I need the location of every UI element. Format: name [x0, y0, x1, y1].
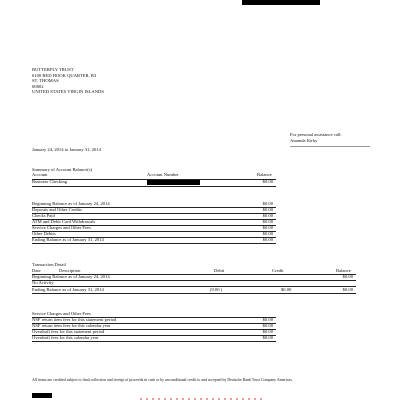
activity-value: $0.00 [262, 201, 273, 206]
tx-col-credit: Credit [272, 267, 284, 273]
summary-bottom-rule [32, 186, 276, 187]
fees-value: $0.00 [262, 335, 273, 340]
tx-col-balance: Balance [336, 267, 351, 273]
summary-col-account: Account [32, 172, 48, 177]
fees-value: $0.00 [262, 329, 273, 334]
activity-value: $0.00 [262, 231, 273, 236]
activity-value: $0.00 [262, 219, 273, 224]
tx-col-description: Description [59, 267, 81, 273]
activity-label: Deposits and Other Credits [32, 207, 82, 212]
footer-redaction [32, 393, 52, 398]
activity-label: Other Debits [32, 231, 56, 236]
address-line1: 6100 RED HOOK QUARTER, B3 [32, 72, 97, 78]
tx-ending-debit: (0.00 ) [210, 287, 223, 292]
transactions-section [32, 262, 356, 298]
address-block [32, 67, 104, 95]
activity-label: Checks Paid [32, 213, 55, 218]
account-number-redaction [147, 180, 200, 185]
summary-col-number: Account Number [147, 172, 179, 177]
tx-beginning-value: $0.00 [342, 274, 353, 279]
fees-value: $0.00 [262, 323, 273, 328]
header-redaction [242, 0, 320, 5]
tx-ending-value: $0.00 [342, 287, 353, 292]
assistance-block [290, 132, 342, 143]
assistance-rule [290, 146, 370, 147]
tx-beginning-label: Beginning Balance as of January 24, 2014 [32, 274, 110, 279]
activity-rule [32, 243, 276, 244]
fees-value: $0.00 [262, 317, 273, 322]
activity-section [32, 201, 276, 247]
activity-label: Service Charges and Other Fees [32, 225, 91, 230]
fees-label: Overdraft fees for this calendar year [32, 335, 99, 340]
activity-value: $0.00 [262, 207, 273, 212]
summary-account-name: Business Checking [32, 179, 68, 184]
summary-account-row [32, 179, 276, 185]
page-footer-mark [140, 398, 265, 400]
address-name: BUTTERFLY TRUST [32, 67, 74, 72]
summary-account-balance: $0.00 [262, 179, 273, 184]
address-line2: ST. THOMAS [32, 78, 59, 84]
summary-section [32, 167, 276, 189]
summary-header [32, 172, 276, 178]
transactions-title: Transaction Detail [32, 262, 66, 267]
activity-label: ATM and Debit Card Withdrawals [32, 219, 96, 224]
footer-note: All items are credited subject to final collection and receipt of proceeds in cash or by unconditional credit to and accepted by Deutsche Bank Trust Company Americas. [32, 378, 293, 382]
tx-no-activity: No Activity [32, 280, 54, 285]
address-country: UNITED STATES VIRGIN ISLANDS [32, 89, 104, 95]
summary-col-balance: Balance [257, 172, 272, 177]
tx-col-debit: Debit [214, 267, 225, 273]
fees-label: NSF return item fees for this statement period [32, 317, 117, 322]
fees-rule [32, 341, 276, 342]
fees-label: NSF return item fees for this calendar year [32, 323, 111, 328]
tx-col-date: Date [32, 267, 41, 273]
fees-title: Service Charges and Other Fees [32, 311, 91, 316]
activity-value: $0.00 [262, 225, 273, 230]
activity-label: Ending Balance as of January 31, 2014 [32, 237, 104, 242]
statement-period: January 24, 2014 to January 31, 2014 [32, 147, 101, 152]
assistance-label: For personal assistance call: [290, 132, 342, 137]
summary-title: Summary of Account Balance(s) [32, 167, 93, 172]
activity-value: $0.00 [262, 237, 273, 242]
fees-section [32, 311, 276, 347]
activity-value: $0.00 [262, 213, 273, 218]
tx-ending-label: Ending Balance as of January 31, 2014 [32, 287, 104, 292]
fees-label: Overdraft fees for this statement period [32, 329, 105, 334]
tx-rule [32, 280, 356, 281]
assistance-contact: Amanda Kirby [290, 137, 318, 143]
activity-label: Beginning Balance as of January 24, 2014 [32, 201, 110, 206]
tx-bottom-rule [32, 293, 356, 294]
address-zip: 00802 [32, 83, 44, 89]
tx-ending-credit: $0.00 [281, 287, 292, 292]
